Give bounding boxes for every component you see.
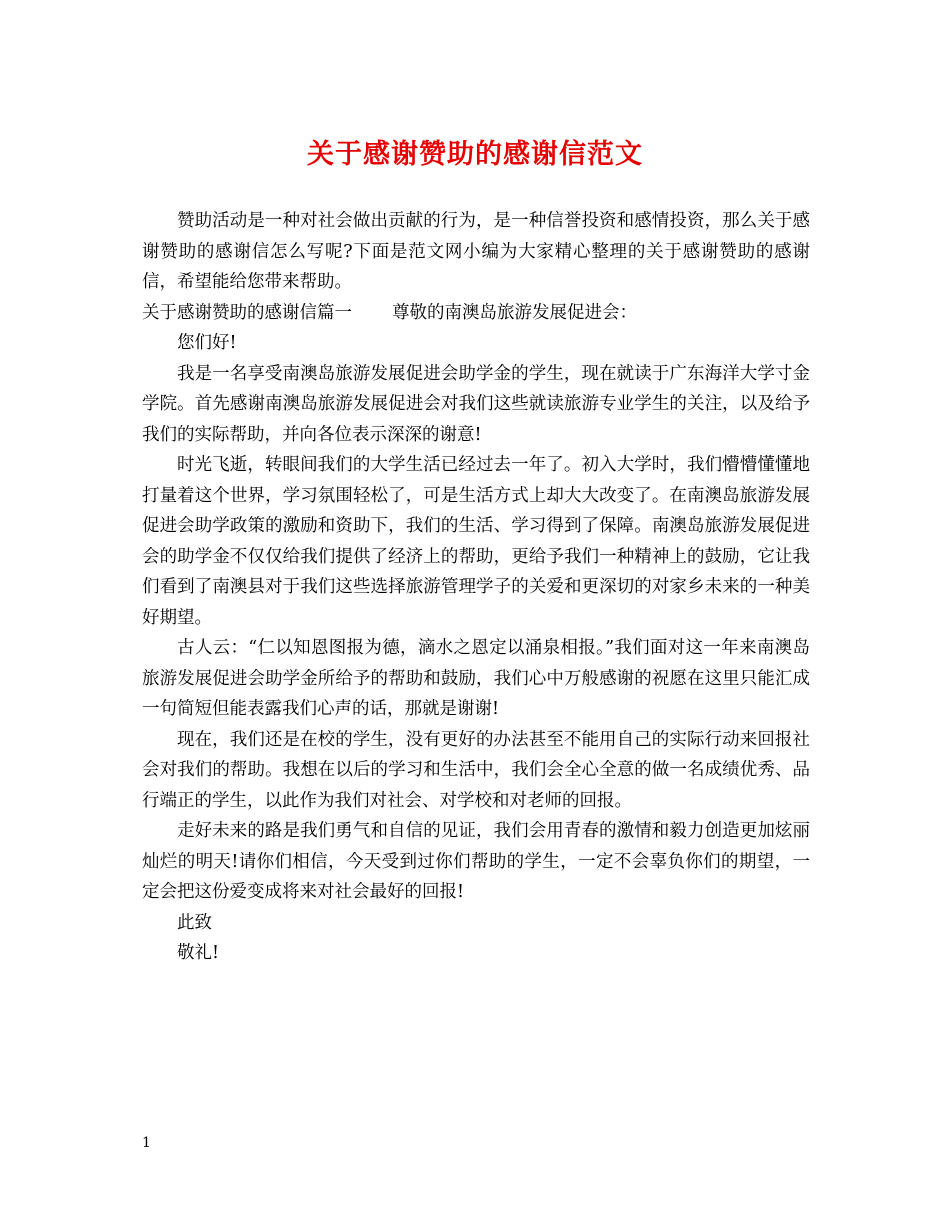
closing-line-2: 敬礼! bbox=[177, 943, 220, 963]
section-heading-line bbox=[142, 298, 810, 329]
body-paragraph-3: 古人云：“仁以知恩图报为德，滴水之恩定以涌泉相报。”我们面对这一年来南澳岛旅游发展促进会助学金所给予的帮助和鼓励，我们心中万般感谢的祝愿在这里只能汇成一句简短但能表露我们心声的话，那就是谢谢! bbox=[142, 638, 810, 719]
section-heading: 关于感谢赞助的感谢信篇一 bbox=[142, 302, 352, 323]
greeting-paragraph: 您们好! bbox=[177, 333, 237, 353]
intro-paragraph: 赞助活动是一种对社会做出贡献的行为，是一种信誉投资和感情投资，那么关于感谢赞助的感谢信怎么写呢?下面是范文网小编为大家精心整理的关于感谢赞助的感谢信，希望能给您带来帮助。 bbox=[142, 211, 810, 292]
letter-salutation: 尊敬的南澳岛旅游发展促进会： bbox=[392, 302, 637, 323]
closing-line-1: 此致 bbox=[177, 912, 212, 933]
body-paragraph-5: 走好未来的路是我们勇气和自信的见证，我们会用青春的激情和毅力创造更加炫丽灿烂的明天!请你们相信，今天受到过你们帮助的学生，一定不会辜负你们的期望，一定会把这份爱变成将来对社会最好的回报! bbox=[142, 821, 810, 902]
body-paragraph-1: 我是一名享受南澳岛旅游发展促进会助学金的学生，现在就读于广东海洋大学寸金学院。首先感谢南澳岛旅游发展促进会对我们这些就读旅游专业学生的关注，以及给予我们的实际帮助，并向各位表示深深的谢意! bbox=[142, 363, 810, 445]
document-title: 关于感谢赞助的感谢信范文 bbox=[307, 139, 643, 170]
body-paragraph-4: 现在，我们还是在校的学生，没有更好的办法甚至不能用自己的实际行动来回报社会对我们的帮助。我想在以后的学习和生活中，我们会全心全意的做一名成绩优秀、品行端正的学生，以此作为我们对社会、对学校和对老师的回报。 bbox=[142, 729, 810, 811]
page-number: 1 bbox=[142, 1135, 151, 1151]
body-paragraph-2: 时光飞逝，转眼间我们的大学生活已经过去一年了。初入大学时，我们懵懵懂懂地打量着这个世界，学习氛围轻松了，可是生活方式上却大大改变了。在南澳岛旅游发展促进会助学政策的激励和资助下，我们的生活、学习得到了保障。南澳岛旅游发展促进会的助学金不仅仅给我们提供了经济上的帮助，更给予我们一种精神上的鼓励，它让我们看到了南澳县对于我们这些选择旅游管理学子的关爱和更深切的对家乡未来的一种美好期望。 bbox=[142, 455, 810, 628]
document-body bbox=[142, 206, 810, 969]
